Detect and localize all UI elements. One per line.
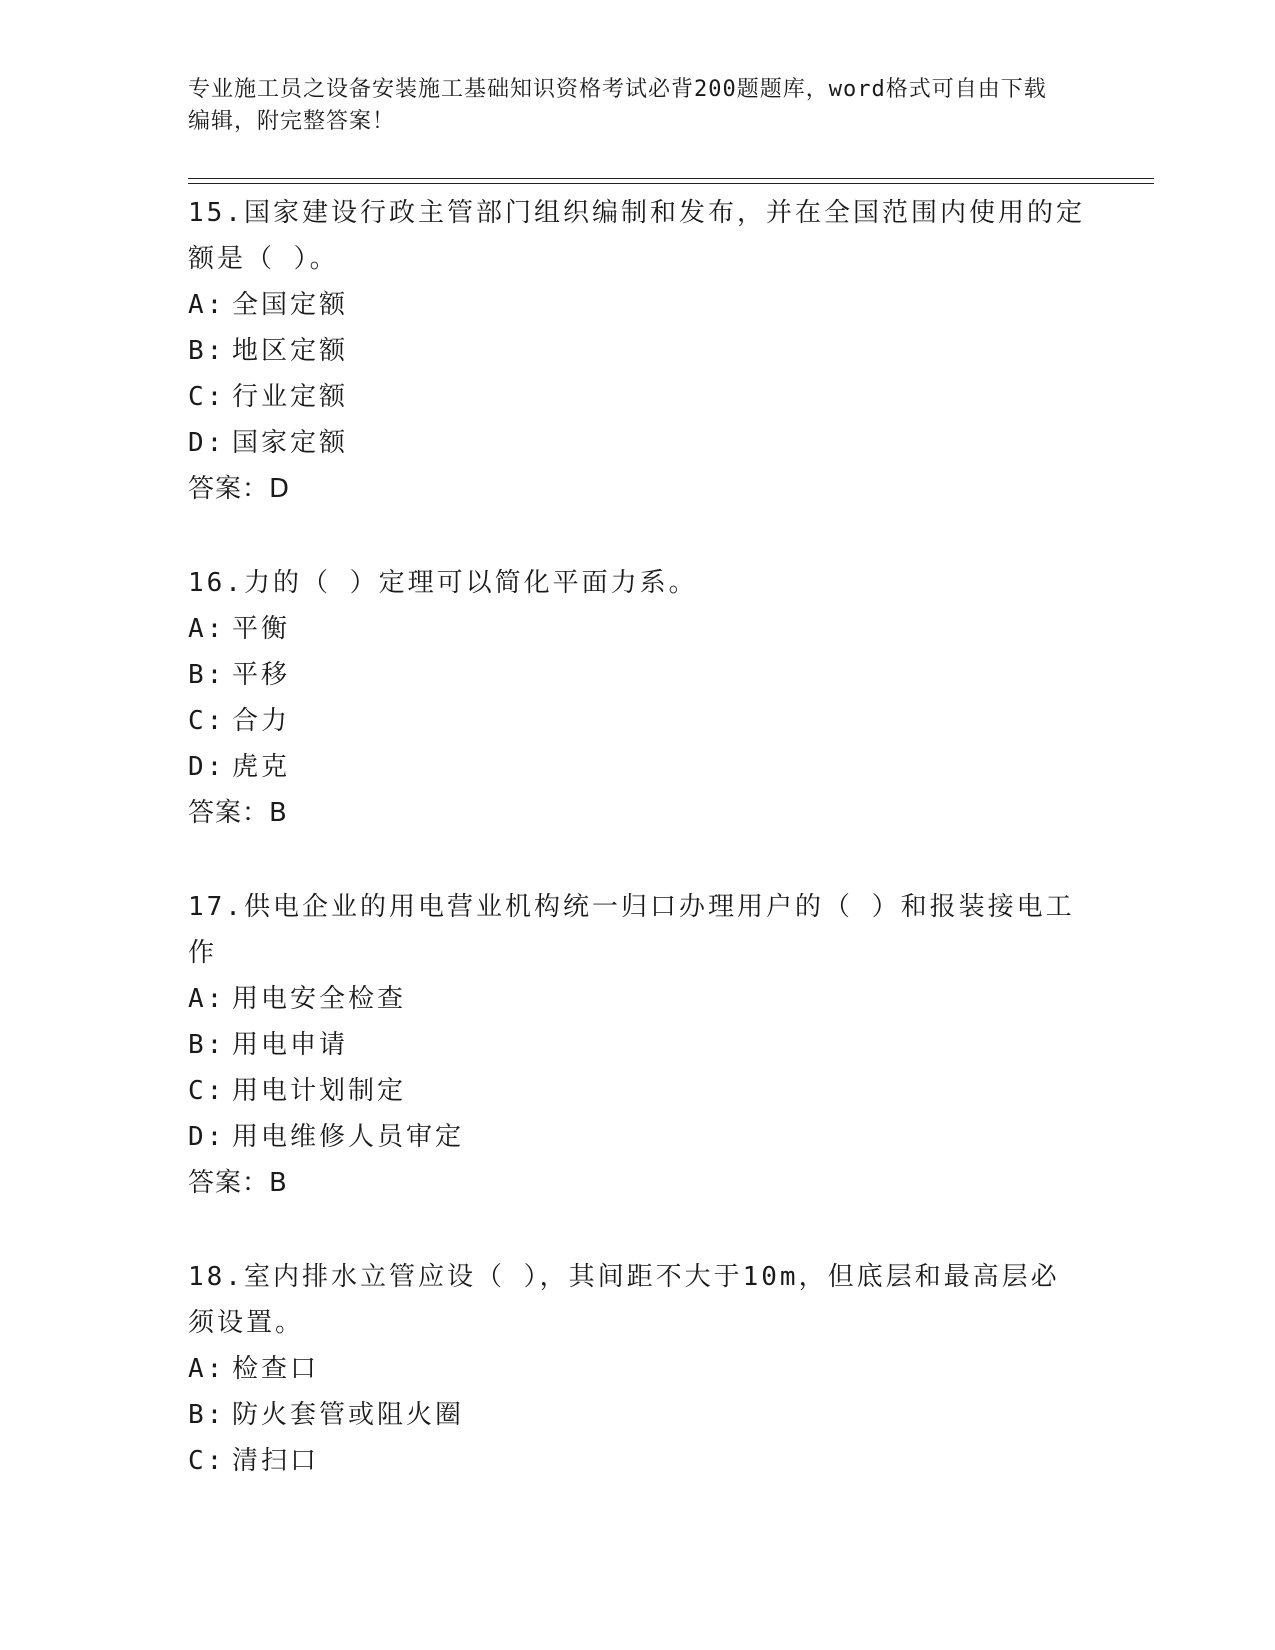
option-text: 虎克	[232, 752, 291, 782]
option-text: 平衡	[232, 614, 291, 644]
option-a	[188, 1346, 1088, 1392]
question-list	[188, 188, 1088, 1530]
option-letter: B:	[188, 336, 226, 366]
option-c	[188, 698, 1088, 744]
question-18	[188, 1252, 1088, 1484]
option-letter: A:	[188, 290, 226, 320]
answer-line: 答案：B	[188, 798, 288, 828]
question-15	[188, 188, 1088, 512]
option-a	[188, 976, 1088, 1022]
option-a	[188, 282, 1088, 328]
option-letter: B:	[188, 1400, 226, 1430]
option-c	[188, 1068, 1088, 1114]
answer-line: 答案：D	[188, 474, 291, 504]
option-letter: C:	[188, 382, 226, 412]
option-text: 用电申请	[232, 1030, 349, 1060]
option-letter: C:	[188, 1446, 226, 1476]
question-stem: 15.国家建设行政主管部门组织编制和发布，并在全国范围内使用的定额是（ ）。	[188, 198, 1085, 274]
question-stem: 18.室内排水立管应设（ ），其间距不大于10m，但底层和最高层必须设置。	[188, 1262, 1060, 1338]
option-b	[188, 652, 1088, 698]
option-d	[188, 420, 1088, 466]
question-stem: 17.供电企业的用电营业机构统一归口办理用户的（ ）和报装接电工作	[188, 892, 1075, 968]
option-letter: D:	[188, 752, 226, 782]
option-text: 用电计划制定	[232, 1076, 407, 1106]
option-text: 地区定额	[232, 336, 349, 366]
header-divider-top	[188, 178, 1154, 179]
option-letter: C:	[188, 1076, 226, 1106]
option-b	[188, 328, 1088, 374]
option-d	[188, 1114, 1088, 1160]
option-letter: B:	[188, 1030, 226, 1060]
option-text: 平移	[232, 660, 291, 690]
option-b	[188, 1392, 1088, 1438]
question-stem: 16.力的（ ）定理可以简化平面力系。	[188, 568, 698, 598]
option-text: 国家定额	[232, 428, 349, 458]
question-16	[188, 558, 1088, 836]
option-text: 用电维修人员审定	[232, 1122, 465, 1152]
option-a	[188, 606, 1088, 652]
option-letter: B:	[188, 660, 226, 690]
option-text: 行业定额	[232, 382, 349, 412]
document-header: 专业施工员之设备安装施工基础知识资格考试必背200题题库，word格式可自由下载编辑，附完整答案！	[188, 77, 1047, 134]
option-text: 用电安全检查	[232, 984, 407, 1014]
option-c	[188, 374, 1088, 420]
option-text: 检查口	[232, 1354, 320, 1384]
option-letter: C:	[188, 706, 226, 736]
option-b	[188, 1022, 1088, 1068]
header-divider-bottom	[188, 183, 1154, 184]
option-letter: D:	[188, 428, 226, 458]
option-d	[188, 744, 1088, 790]
option-text: 清扫口	[232, 1446, 320, 1476]
option-letter: A:	[188, 1354, 226, 1384]
option-letter: A:	[188, 984, 226, 1014]
question-17	[188, 882, 1088, 1206]
option-text: 防火套管或阻火圈	[232, 1400, 465, 1430]
option-letter: D:	[188, 1122, 226, 1152]
option-text: 合力	[232, 706, 291, 736]
option-letter: A:	[188, 614, 226, 644]
answer-line: 答案：B	[188, 1168, 288, 1198]
option-text: 全国定额	[232, 290, 349, 320]
option-c	[188, 1438, 1088, 1484]
